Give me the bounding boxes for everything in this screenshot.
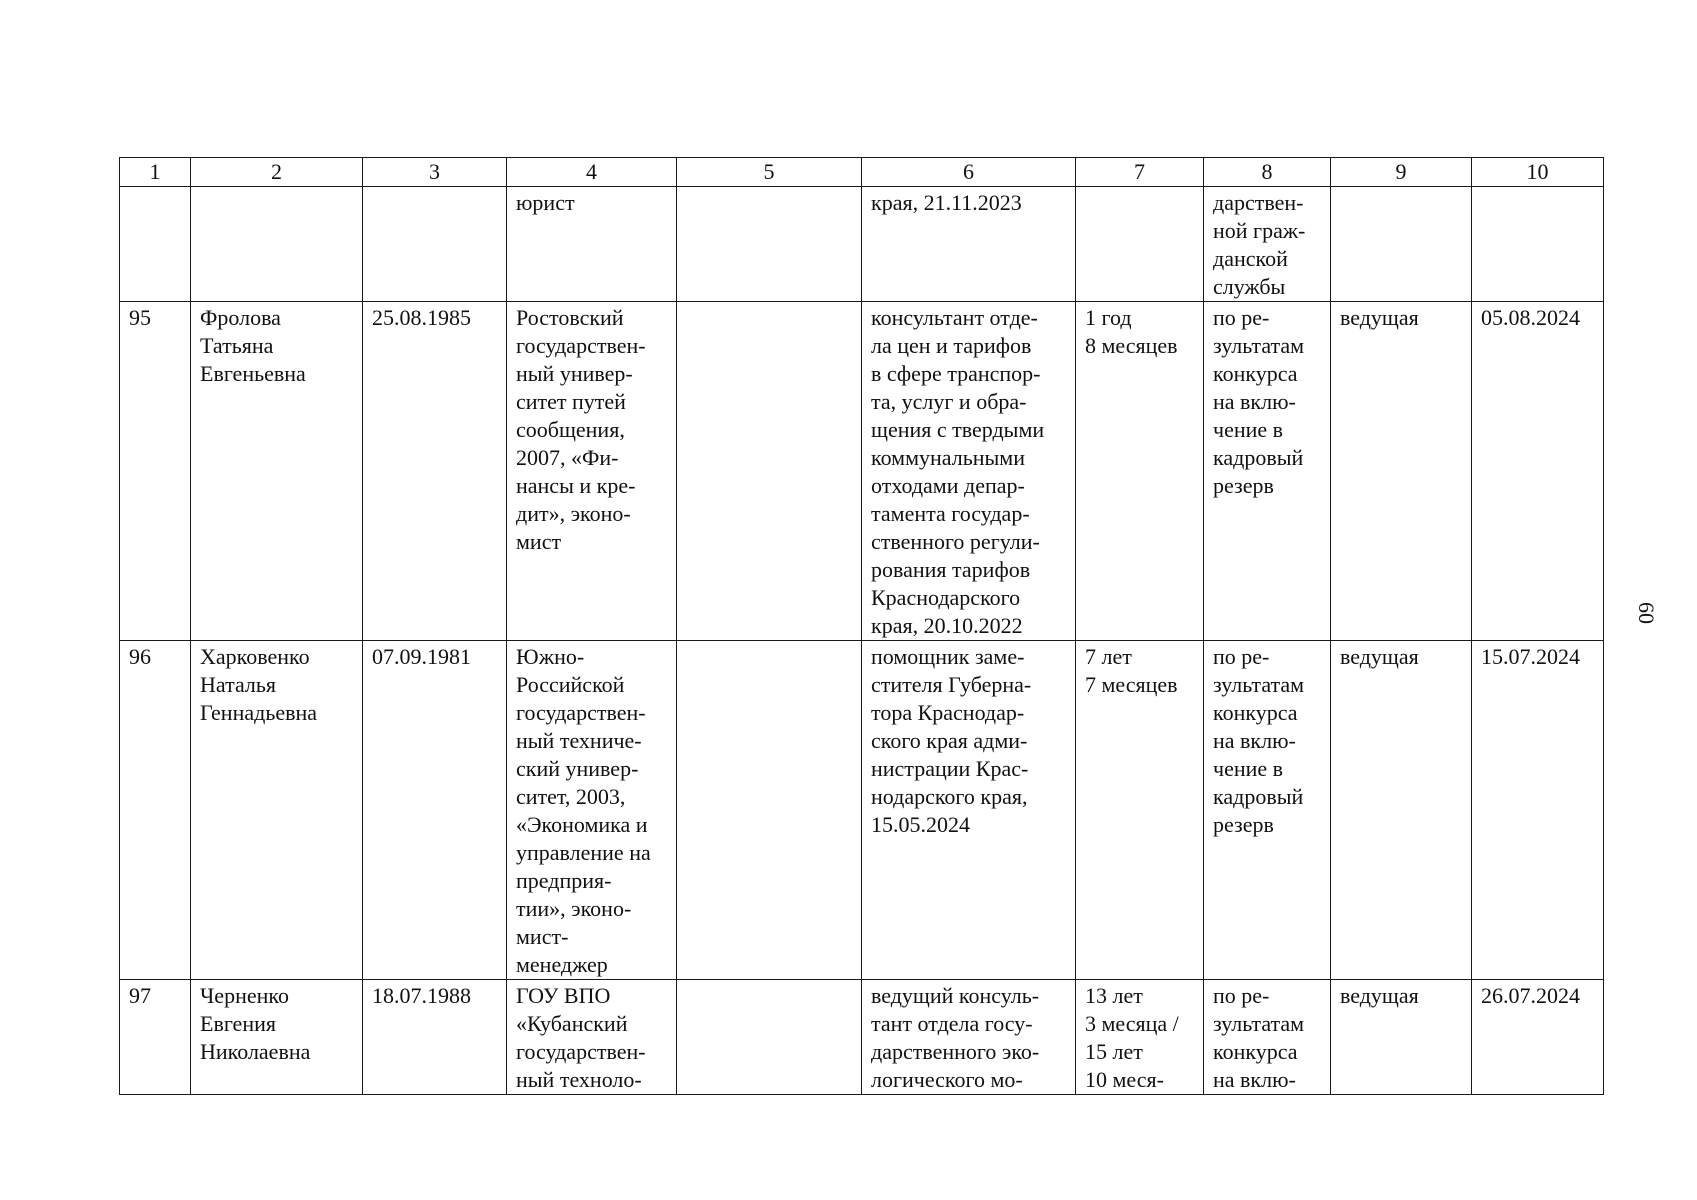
header-cell: 8 <box>1204 158 1331 187</box>
table-row-continuation <box>120 187 1604 302</box>
experience <box>1076 187 1204 302</box>
page-number: 60 <box>1634 602 1659 624</box>
experience: 7 лет 7 месяцев <box>1076 641 1204 980</box>
full-name: Харковенко Наталья Геннадьевна <box>191 641 363 980</box>
column-5 <box>677 641 862 980</box>
row-number: 95 <box>120 302 191 641</box>
basis: по ре- зультатам конкурса на вклю- чение в кадровый резерв <box>1204 302 1331 641</box>
position: края, 21.11.2023 <box>862 187 1076 302</box>
position-group: ведущая <box>1331 302 1472 641</box>
basis: по ре- зультатам конкурса на вклю- чение в кадровый резерв <box>1204 641 1331 980</box>
personnel-table <box>119 157 1604 1095</box>
position: помощник заме- стителя Губерна- тора Краснодар- ского края адми- нистрации Крас- нодарского края, 15.05.2024 <box>862 641 1076 980</box>
inclusion-date: 05.08.2024 <box>1472 302 1604 641</box>
full-name <box>191 187 363 302</box>
position-group <box>1331 187 1472 302</box>
header-cell: 2 <box>191 158 363 187</box>
birth-date: 25.08.1985 <box>363 302 507 641</box>
header-cell: 10 <box>1472 158 1604 187</box>
education: ГОУ ВПО «Кубанский государствен- ный техноло- <box>507 980 677 1095</box>
table-row <box>120 302 1604 641</box>
education: Ростовский государствен- ный универ- ситет путей сообщения, 2007, «Фи- нансы и кре- дит», эконо- мист <box>507 302 677 641</box>
header-cell: 6 <box>862 158 1076 187</box>
row-number: 96 <box>120 641 191 980</box>
header-cell: 1 <box>120 158 191 187</box>
inclusion-date: 26.07.2024 <box>1472 980 1604 1095</box>
basis: дарствен- ной граж- данской службы <box>1204 187 1331 302</box>
education: Южно- Российской государствен- ный техниче- ский универ- ситет, 2003, «Экономика и управление на предприя- тии», эконо- мист- менеджер <box>507 641 677 980</box>
experience: 1 год 8 месяцев <box>1076 302 1204 641</box>
position: консультант отде- ла цен и тарифов в сфере транспор- та, услуг и обра- щения с твердыми коммунальными отходами депар- тамента государ- ственного регули- рования тарифов Краснодарского края, 20.10.2022 <box>862 302 1076 641</box>
education: юрист <box>507 187 677 302</box>
header-cell: 9 <box>1331 158 1472 187</box>
full-name: Фролова Татьяна Евгеньевна <box>191 302 363 641</box>
position-group: ведущая <box>1331 641 1472 980</box>
table-row <box>120 980 1604 1095</box>
basis: по ре- зультатам конкурса на вклю- <box>1204 980 1331 1095</box>
position: ведущий консуль- тант отдела госу- дарственного эко- логического мо- <box>862 980 1076 1095</box>
row-number: 97 <box>120 980 191 1095</box>
inclusion-date: 15.07.2024 <box>1472 641 1604 980</box>
header-cell: 4 <box>507 158 677 187</box>
column-5 <box>677 980 862 1095</box>
birth-date: 18.07.1988 <box>363 980 507 1095</box>
position-group: ведущая <box>1331 980 1472 1095</box>
header-cell: 3 <box>363 158 507 187</box>
row-number <box>120 187 191 302</box>
table-row <box>120 641 1604 980</box>
column-5 <box>677 187 862 302</box>
column-5 <box>677 302 862 641</box>
experience: 13 лет 3 месяца / 15 лет 10 меся- <box>1076 980 1204 1095</box>
header-cell: 7 <box>1076 158 1204 187</box>
table-header-row <box>120 158 1604 187</box>
birth-date <box>363 187 507 302</box>
full-name: Черненко Евгения Николаевна <box>191 980 363 1095</box>
birth-date: 07.09.1981 <box>363 641 507 980</box>
header-cell: 5 <box>677 158 862 187</box>
inclusion-date <box>1472 187 1604 302</box>
